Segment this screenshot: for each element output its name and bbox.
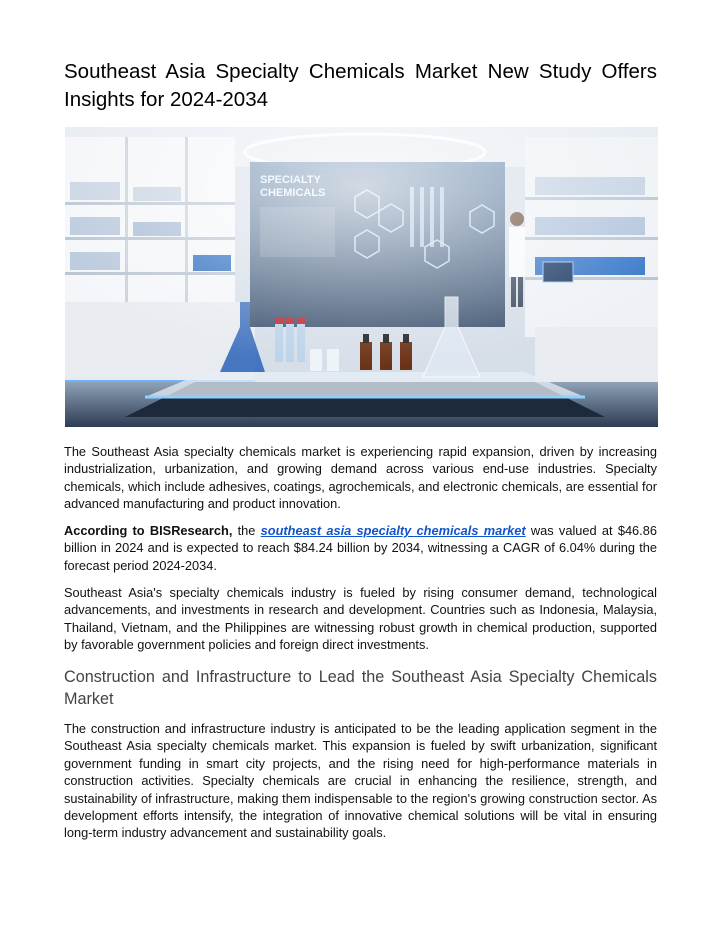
hero-image	[65, 127, 658, 427]
construction-paragraph: The construction and infrastructure industry is anticipated to be the leading application segment in the Southeast Asia specialty chemicals market. This expansion is fueled by swift urbanization, significant government funding in smart city projects, and the rising need for high-performance materials in construction activities. Specialty chemicals are crucial in enhancing the resilience, strength, and sustainability of infrastructure, making them indispensable to the region's growing construction sector. As development efforts intensify, the integration of innovative chemical solutions will be vital in ensuring long-term industry advancement and sustainability goals.	[64, 721, 657, 841]
growth-drivers-paragraph: Southeast Asia's specialty chemicals industry is fueled by rising consumer demand, technological advancements, and investments in research and development. Countries such as Indonesia, Malaysia, Thailand, Vietnam, and the Philippines are witnessing robust growth in chemical production, supported by favorable government policies and foreign direct investments.	[64, 585, 657, 653]
market-report-link[interactable]: southeast asia specialty chemicals market	[260, 523, 526, 538]
lab-illustration	[65, 127, 658, 427]
paragraph-text: the	[232, 523, 261, 538]
source-attribution: According to BISResearch,	[64, 523, 233, 538]
market-value-paragraph	[64, 522, 657, 574]
document-title: Southeast Asia Specialty Chemicals Market New Study Offers Insights for 2024-2034	[64, 60, 657, 111]
paragraph-text: was valued at $46.86 billion in 2024 and is expected to reach $84.24 billion by 2034, witnessing a CAGR of 6.04% during the forecast period 2024-2034.	[64, 523, 657, 573]
intro-paragraph: The Southeast Asia specialty chemicals market is experiencing rapid expansion, driven by increasing industrialization, urbanization, and growing demand across various end-use industries. Specialty chemicals, which include adhesives, coatings, agrochemicals, and electronic chemicals, are essential for advanced manufacturing and product innovation.	[64, 444, 657, 512]
section-heading: Construction and Infrastructure to Lead the Southeast Asia Specialty Chemicals Market	[64, 668, 657, 708]
